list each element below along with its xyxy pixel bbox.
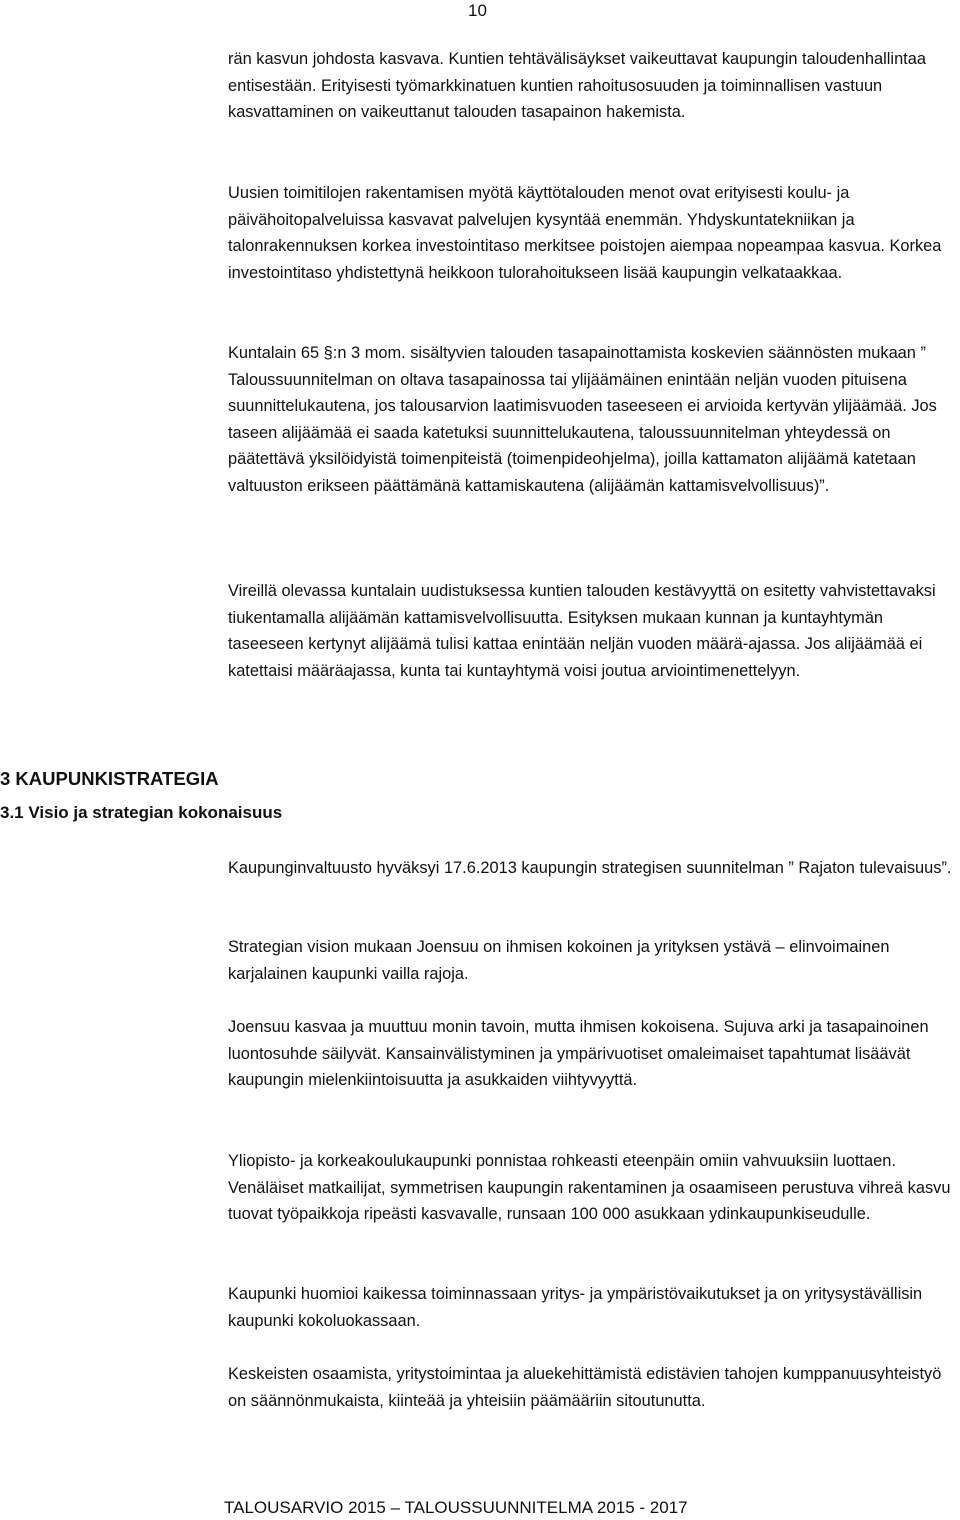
paragraph: rän kasvun johdosta kasvava. Kuntien tehtävälisäykset vaikeuttavat kaupungin taloudenhallintaa entisestään. Erityisesti työmarkkinatuen kuntien rahoitusosuuden ja toiminnallisen vastuun kasvattaminen on vaikeuttanut talouden tasapainon hakemista. <box>228 50 926 122</box>
subsection-heading: 3.1 Visio ja strategian kokonaisuus <box>0 803 283 822</box>
paragraph: Joensuu kasvaa ja muuttuu monin tavoin, mutta ihmisen kokoisena. Sujuva arki ja tasapainoinen luontosuhde säilyvät. Kansainvälistyminen ja ympärivuotiset omaleimaiset tapahtumat lisäävät kaupungin mielenkiintoisuutta ja asukkaiden viihtyvyyttä. <box>228 1018 929 1090</box>
paragraph-budget-pressure <box>228 46 958 126</box>
paragraph: Yliopisto- ja korkeakoulukaupunki ponnistaa rohkeasti eteenpäin omiin vahvuuksiin luottaen. Venäläiset matkailijat, symmetrisen kaupungin rakentaminen ja osaamiseen perustuva vihreä kasvu tuovat työpaikkoja ripeästi kasvavalle, runsaan 100 000 asukkaan ydinkaupunkiseudulle. <box>228 1152 951 1224</box>
paragraph-vision <box>228 934 958 987</box>
paragraph-act-reform <box>228 578 958 684</box>
paragraph-growth <box>228 1014 958 1094</box>
section-heading: 3 KAUPUNKISTRATEGIA <box>0 768 219 789</box>
paragraph: Keskeisten osaamista, yritystoimintaa ja aluekehittämistä edistävien tahojen kumppanuusyhteistyö on säännönmukaista, kiinteää ja yhteisiin päämääriin sitoutunutta. <box>228 1365 942 1410</box>
paragraph: Kuntalain 65 §:n 3 mom. sisältyvien talouden tasapainottamista koskevien säännösten mukaan ” Taloussuunnitelman on oltava tasapainossa tai ylijäämäinen enintään neljän vuoden pituisena suunnittelukautena, jos talousarvion laatimisvuoden taseeseen ei arvioida kertyvän ylijäämää. Jos taseen alijäämää ei saada katetuksi suunnittelukautena, taloussuunnitelman yhteydessä on päätettävä yksilöidyistä toimenpiteistä (toimenpideohjelma), joilla kattamaton alijäämä katetaan valtuuston erikseen päättämänä kattamiskautena (alijäämän kattamisvelvollisuus)”. <box>228 344 937 495</box>
paragraph-municipal-act <box>228 340 958 500</box>
paragraph: Kaupunki huomioi kaikessa toiminnassaan yritys- ja ympäristövaikutukset ja on yritysystävällisin kaupunki kokoluokassaan. <box>228 1285 923 1330</box>
paragraph: Kaupunginvaltuusto hyväksyi 17.6.2013 kaupungin strategisen suunnitelman ” Rajaton tulevaisuus”. <box>228 859 952 877</box>
paragraph-operating-costs <box>228 180 958 286</box>
paragraph-strategy-approval <box>228 855 958 882</box>
page-footer: TALOUSARVIO 2015 – TALOUSSUUNNITELMA 2015 - 2017 <box>224 1498 688 1517</box>
paragraph: Vireillä olevassa kuntalain uudistuksessa kuntien talouden kestävyyttä on esitetty vahvistettavaksi tiukentamalla alijäämän kattamisvelvollisuutta. Esityksen mukaan kunnan ja kuntayhtymän taseeseen kertynyt alijäämä tulisi kattaa enintään neljän vuoden määrä-ajassa. Jos alijäämää ei katettaisi määräajassa, kunta tai kuntayhtymä voisi joutua arviointimenettelyyn. <box>228 582 936 680</box>
page-number: 10 <box>468 1 487 20</box>
paragraph-business-friendly <box>228 1281 958 1334</box>
paragraph-university-city <box>228 1148 958 1228</box>
paragraph: Uusien toimitilojen rakentamisen myötä käyttötalouden menot ovat erityisesti koulu- ja päivähoitopalveluissa kasvavat palvelujen kysyntää enemmän. Yhdyskuntatekniikan ja talonrakennuksen korkea investointitaso merkitsee poistojen aiempaa nopeampaa kasvua. Korkea investointitaso yhdistettynä heikkoon tulorahoitukseen lisää kaupungin velkataakkaa. <box>228 184 942 282</box>
paragraph-partnership <box>228 1361 958 1414</box>
paragraph: Strategian vision mukaan Joensuu on ihmisen kokoinen ja yrityksen ystävä – elinvoimainen karjalainen kaupunki vailla rajoja. <box>228 938 890 983</box>
